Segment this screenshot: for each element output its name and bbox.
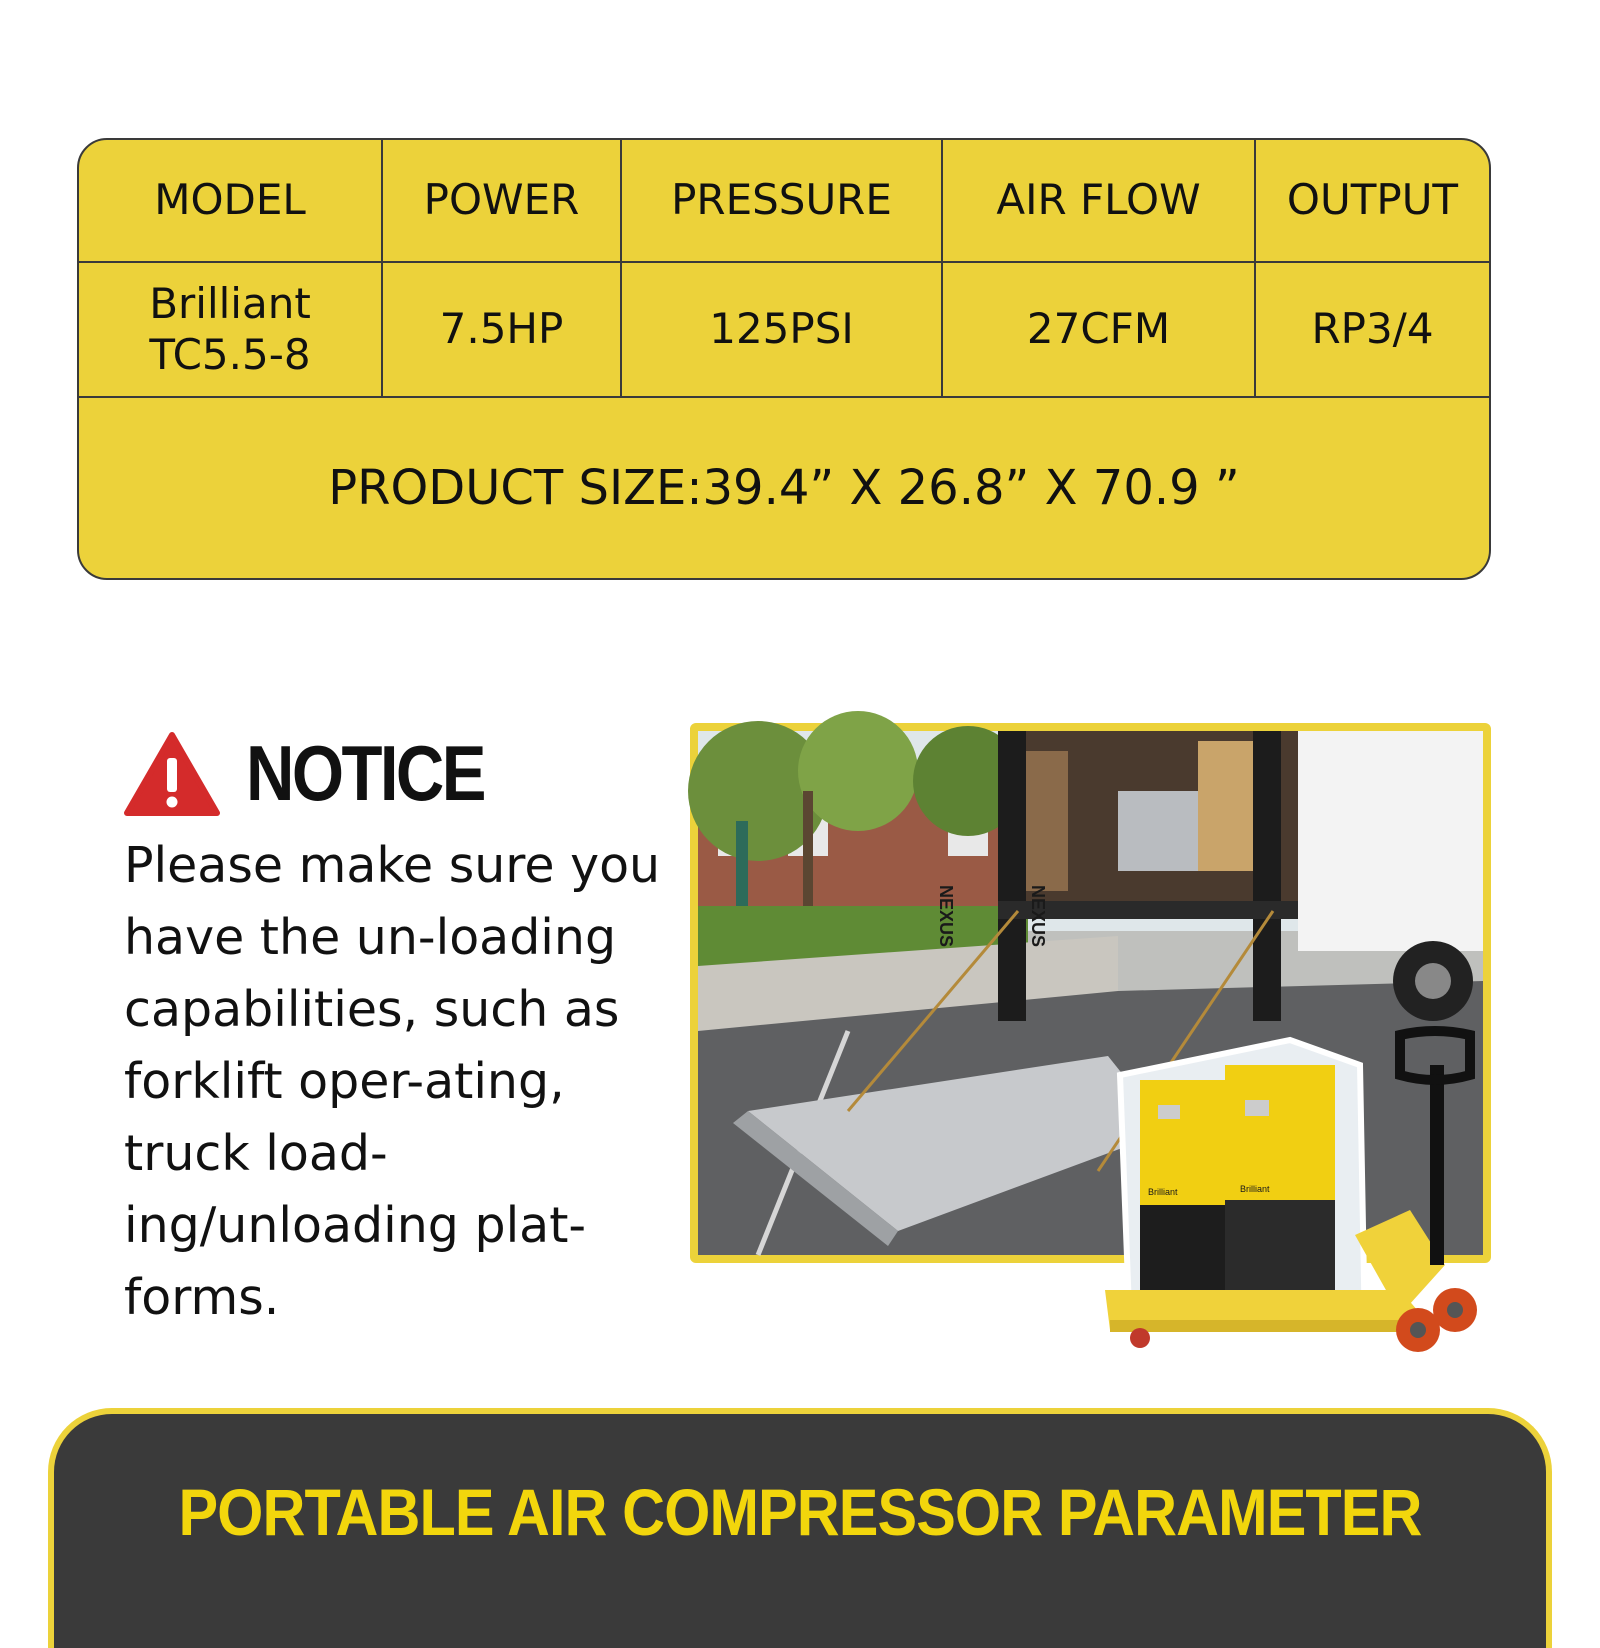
spec-table bbox=[77, 138, 1491, 580]
spec-value-row bbox=[79, 263, 1489, 398]
product-model-label-2: Brilliant bbox=[1240, 1184, 1270, 1194]
notice-title: NOTICE bbox=[246, 729, 484, 817]
product-brand-label-2: NEXUS bbox=[936, 885, 956, 948]
value-power: 7.5HP bbox=[383, 263, 622, 396]
header-power: POWER bbox=[383, 140, 622, 261]
warning-triangle-icon bbox=[124, 731, 220, 817]
notice-text: Please make sure you have the un-loading capabilities, such as forklift oper-ating, truck load-ing/unloading plat-forms. bbox=[124, 837, 661, 1326]
value-air-flow: 27CFM bbox=[943, 263, 1256, 396]
header-pressure: PRESSURE bbox=[622, 140, 943, 261]
value-output: RP3/4 bbox=[1311, 304, 1434, 354]
product-brand-label: NEXUS bbox=[1028, 885, 1048, 948]
parameter-banner bbox=[48, 1408, 1552, 1648]
notice-header bbox=[124, 728, 523, 819]
header-output: OUTPUT bbox=[1286, 175, 1459, 225]
product-model-label: Brilliant bbox=[1148, 1187, 1178, 1197]
header-model: MODEL bbox=[79, 140, 383, 261]
spec-header-row bbox=[79, 140, 1489, 263]
value-pressure: 125PSI bbox=[622, 263, 943, 396]
compressor-product-image bbox=[936, 885, 1500, 1390]
banner-title: PORTABLE AIR COMPRESSOR PARAMETER bbox=[178, 1475, 1422, 1549]
header-air-flow: AIR FLOW bbox=[943, 140, 1256, 261]
value-model: Brilliant TC5.5-8 bbox=[79, 263, 383, 396]
product-size: PRODUCT SIZE:39.4” X 26.8” X 70.9 ” bbox=[328, 460, 1240, 516]
